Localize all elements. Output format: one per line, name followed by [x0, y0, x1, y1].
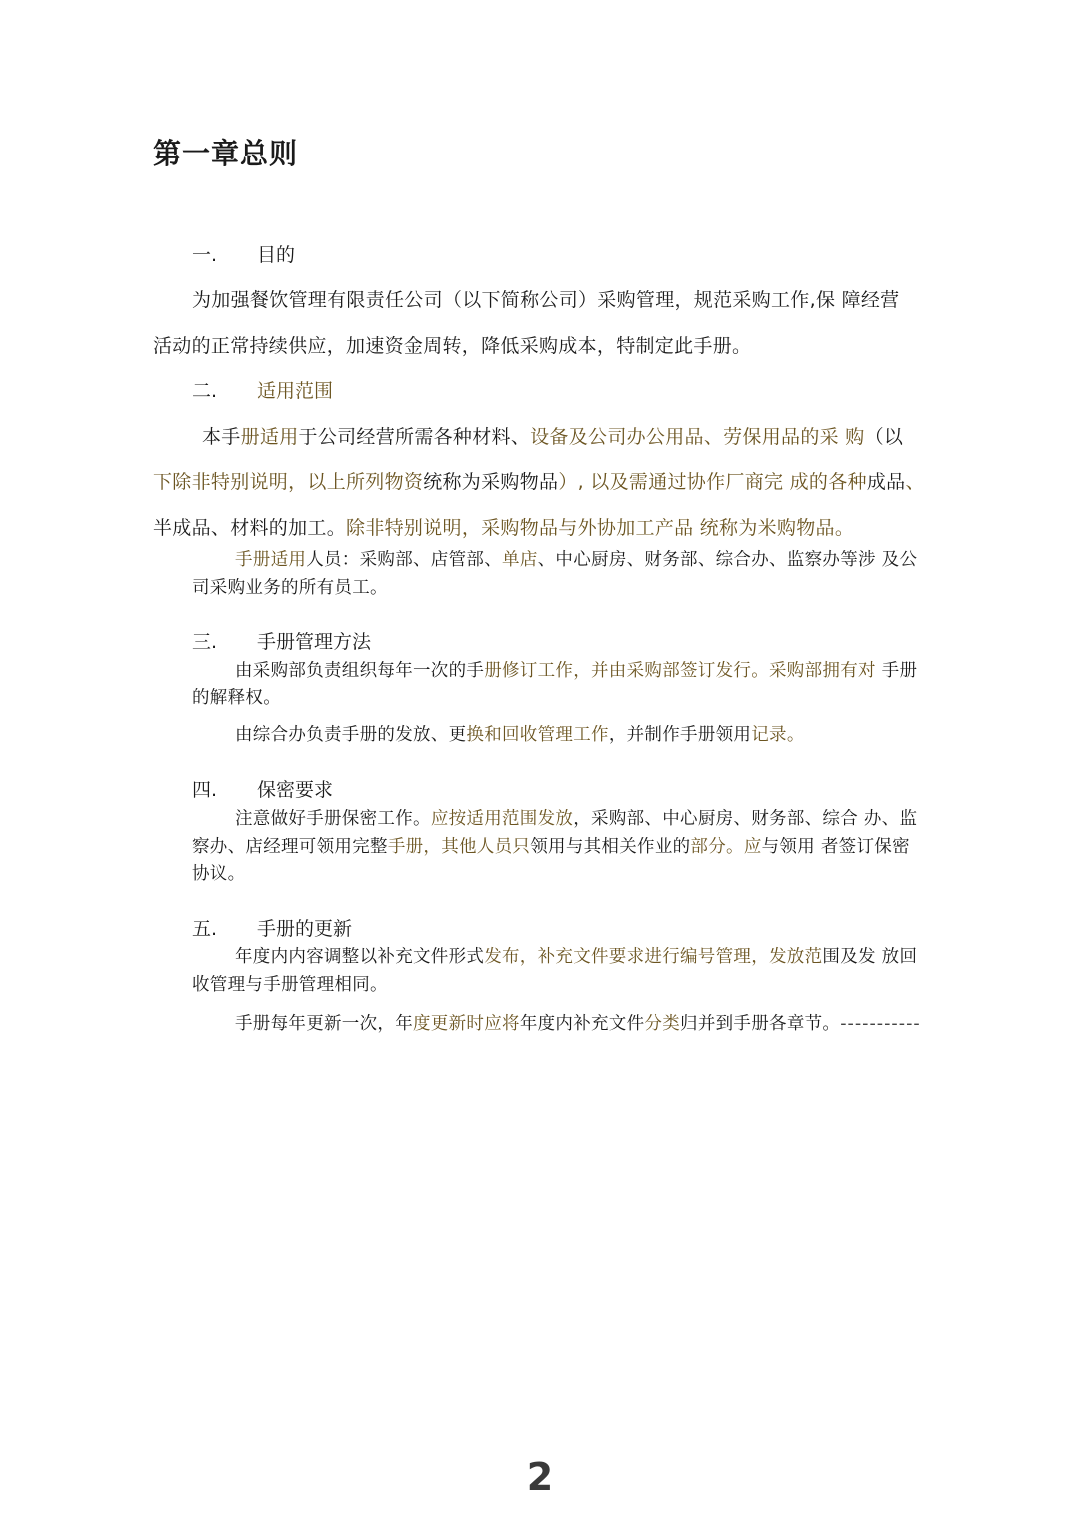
section-4-line-2 [192, 833, 910, 858]
text-run: 察办、店经理可领用完整 [192, 837, 388, 857]
section-3-number: 三. [192, 631, 218, 653]
text-run: 年度内补充文件 [519, 1014, 645, 1034]
text-run: 部分。应 [690, 837, 762, 857]
text-run: 手册 [875, 661, 918, 681]
section-2-para-1-line-1 [202, 422, 903, 449]
section-5-title: 手册的更新 [257, 918, 353, 940]
text-run: 手册，其他人员只 [387, 837, 531, 857]
text-run: 、 [905, 471, 925, 493]
text-run: 、中心厨房、财务部、综合办、监察办等涉 及公 [537, 550, 918, 570]
section-2-number: 二. [192, 380, 218, 402]
text-run: 注意做好手册保密工作。 [235, 809, 431, 829]
text-run: 单店 [502, 550, 538, 570]
text-run: 应按适用范围发放 [430, 809, 574, 829]
text-run: 本手 [202, 426, 241, 448]
section-5-line-3 [235, 1010, 921, 1035]
section-5-line-2: 收管理与手册管理相同。 [192, 975, 388, 995]
text-run: 围及发 放回 [822, 947, 918, 967]
page-number: 2 [526, 1455, 554, 1499]
section-3-para-1-line-2: 的解释权。 [192, 688, 281, 708]
section-4-title: 保密要求 [257, 779, 334, 801]
section-3-para-2 [235, 721, 805, 746]
text-run: 换和回收管理工作 [466, 725, 609, 745]
section-1-title: 目的 [257, 244, 296, 266]
section-1-line-1: 为加强餐饮管理有限责任公司（以下简称公司）采购管理，规范采购工作,保 障经营 [192, 289, 900, 311]
text-run: 分类 [644, 1014, 681, 1034]
chapter-title: 第一章总则 [153, 137, 299, 170]
text-run: 于公司经营所需各种材料、 [298, 426, 531, 448]
dashed-leader: ----------- [840, 1014, 921, 1034]
text-run: 设备及公司办公用品、劳保用品的采 购 [530, 426, 865, 448]
text-run: 由采购部负责组织每年一次的手 [235, 661, 485, 681]
text-run: 手册适用 [235, 550, 307, 570]
text-run: 记录。 [751, 725, 805, 745]
text-run: 成品 [866, 471, 906, 493]
section-2-para-2-line-1 [235, 546, 917, 571]
text-run: 归并到手册各章节。 [680, 1014, 841, 1034]
text-run: 手册每年更新一次，年 [235, 1014, 413, 1034]
text-run: 发布，补充文件要求进行编号管理，发放范 [484, 947, 823, 967]
section-4-line-3: 协议。 [192, 864, 246, 884]
text-run: 除非特别说明，采购物品与外协加工产品 统称为米购物品。 [346, 517, 855, 539]
text-run: 册适用 [240, 426, 299, 448]
text-run: 人员：采购部、店管部、 [306, 550, 503, 570]
text-run: （以 [864, 426, 904, 448]
section-4-number: 四. [192, 779, 218, 801]
text-run: 统称为采购物品 [423, 471, 559, 493]
text-run: 年度内内容调整以补充文件形式 [235, 947, 485, 967]
section-2-title: 适用范围 [257, 380, 334, 402]
text-run: 与领用 者签订保密 [761, 837, 910, 857]
text-run: 下除非特别说明，以上所列物资 [153, 471, 424, 493]
text-run: 领用与其相关作业的 [530, 837, 691, 857]
section-5-line-1 [235, 943, 917, 968]
text-run: ）, 以及需通过协作厂商完 成的各种 [558, 471, 867, 493]
section-4-line-1 [235, 805, 917, 830]
section-5-number: 五. [192, 918, 218, 940]
section-2-para-1-line-3 [153, 513, 854, 540]
section-3-para-1-line-1 [235, 657, 917, 682]
section-3-title: 手册管理方法 [257, 631, 372, 653]
section-1-line-2: 活动的正常持续供应，加速资金周转，降低采购成本，特制定此手册。 [153, 335, 752, 357]
text-run: ，并制作手册领用 [608, 725, 752, 745]
section-2-para-1-line-2 [153, 467, 925, 494]
section-2-para-2-line-2: 司采购业务的所有员工。 [192, 578, 388, 598]
text-run: 由综合办负责手册的发放、更 [235, 725, 467, 745]
section-1-number: 一. [192, 244, 218, 266]
text-run: 册修订工作，并由采购部签订发行。采购部拥有对 [484, 661, 876, 681]
text-run: ，采购部、中心厨房、财务部、综合 办、监 [573, 809, 918, 829]
text-run: 半成品、材料的加工。 [153, 517, 347, 539]
text-run: 度更新时应将 [413, 1014, 520, 1034]
